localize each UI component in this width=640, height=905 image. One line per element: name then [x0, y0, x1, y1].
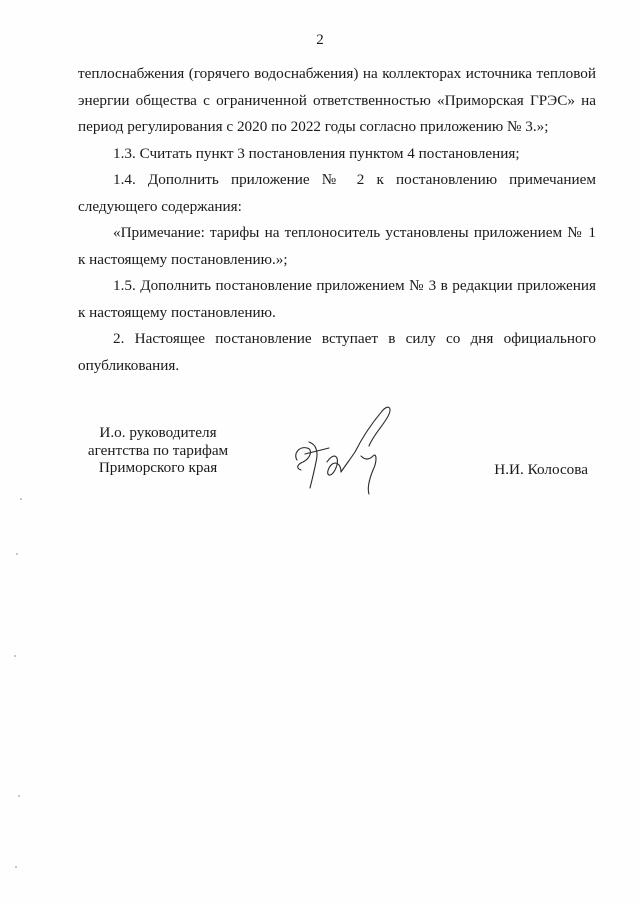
- scan-speck: [14, 655, 16, 657]
- text-line: следующего содержания:: [78, 197, 242, 215]
- position-line: агентства по тарифам: [87, 441, 229, 459]
- paragraph-1-5: [78, 273, 596, 326]
- scan-speck: [18, 795, 20, 797]
- position-line: И.о. руководителя: [99, 424, 217, 441]
- paragraph-continuation: [78, 61, 596, 141]
- signatory-name: Н.И. Колосова: [494, 461, 588, 478]
- paragraph-2: [78, 326, 596, 379]
- document-body: [78, 61, 596, 379]
- text-line: период регулирования с 2020 по 2022 годы согласно приложению № 3.»;: [78, 118, 549, 135]
- signatory-position: [78, 424, 238, 477]
- text-line: «Примечание: тарифы на теплоноситель установлены приложением № 1: [113, 224, 596, 241]
- text-line: 1.3. Считать пункт 3 постановления пунктом 4 постановления;: [113, 144, 520, 162]
- text-line: к настоящему постановлению.»;: [78, 250, 288, 268]
- page-number: 2: [316, 32, 324, 48]
- text-line: 1.5. Дополнить постановление приложением № 3 в редакции приложения: [113, 277, 596, 294]
- handwritten-signature: [285, 402, 400, 497]
- text-line: 2. Настоящее постановление вступает в силу со дня официального: [113, 330, 596, 347]
- scan-speck: [15, 866, 17, 868]
- scan-speck: [16, 553, 18, 555]
- scan-speck: [20, 498, 22, 500]
- paragraph-1-3: [78, 141, 596, 168]
- paragraph-1-4: [78, 167, 596, 220]
- position-line: Приморского края: [98, 459, 218, 476]
- paragraph-note: [78, 220, 596, 273]
- text-line: опубликования.: [78, 356, 180, 374]
- text-line: к настоящему постановлению.: [78, 303, 276, 321]
- text-line: энергии общества с ограниченной ответственностью «Приморская ГРЭС» на: [78, 91, 596, 109]
- text-line: теплоснабжения (горячего водоснабжения) на коллекторах источника тепловой: [78, 65, 596, 82]
- text-line: 1.4. Дополнить приложение № 2 к постановлению примечанием: [113, 171, 596, 188]
